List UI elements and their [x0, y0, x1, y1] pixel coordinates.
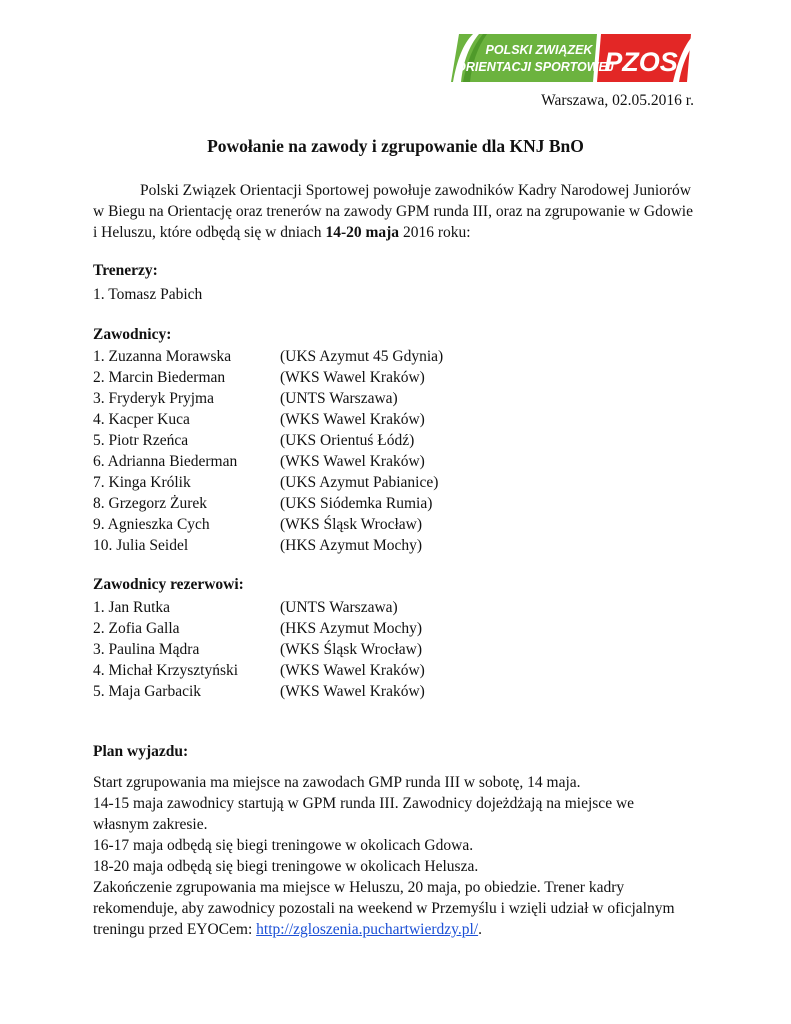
trainer-name: 1. Tomasz Pabich: [93, 286, 203, 303]
athlete-name: 1. Jan Rutka: [93, 599, 171, 616]
athlete-club: (WKS Wawel Kraków): [280, 683, 425, 700]
plan-line: 14-15 maja zawodnicy startują w GPM runda III. Zawodnicy dojeżdżają na miejsce we własnym zakresie.: [93, 795, 635, 833]
athlete-club: (HKS Azymut Mochy): [280, 620, 423, 637]
athlete-name: 4. Kacper Kuca: [93, 411, 190, 428]
athlete-name: 6. Adrianna Biederman: [93, 453, 238, 470]
athlete-row: [93, 472, 693, 493]
athlete-club: (UKS Siódemka Rumia): [280, 495, 433, 512]
athlete-name: 2. Zofia Galla: [93, 620, 180, 637]
plan-text: [93, 772, 693, 940]
reserve-row: [93, 597, 693, 618]
athletes-heading: Zawodnicy:: [93, 326, 172, 343]
athlete-row: [93, 514, 693, 535]
athlete-row: [93, 409, 693, 430]
athlete-club: (WKS Wawel Kraków): [280, 662, 425, 679]
athlete-row: [93, 535, 693, 556]
logo-line1: POLSKI ZWIĄZEK: [485, 43, 593, 57]
reserves-heading: Zawodnicy rezerwowi:: [93, 576, 244, 593]
athlete-row: [93, 451, 693, 472]
logo-line2: ORIENTACJI SPORTOWEJ: [456, 60, 614, 74]
intro-text-end: 2016 roku:: [399, 224, 471, 241]
athlete-name: 3. Paulina Mądra: [93, 641, 200, 658]
athlete-club: (UKS Azymut 45 Gdynia): [280, 348, 444, 365]
reserve-row: [93, 660, 693, 681]
trainer-item: [93, 284, 693, 305]
athlete-name: 5. Piotr Rzeńca: [93, 432, 189, 449]
athlete-name: 5. Maja Garbacik: [93, 683, 202, 700]
document-title: Powołanie na zawody i zgrupowanie dla KNJ BnO: [207, 136, 584, 156]
athlete-club: (WKS Śląsk Wrocław): [280, 516, 423, 533]
athlete-name: 3. Fryderyk Pryjma: [93, 390, 214, 407]
intro-paragraph: [93, 180, 693, 243]
trainers-heading: Trenerzy:: [93, 262, 158, 279]
athlete-name: 10. Julia Seidel: [93, 537, 189, 554]
reserve-row: [93, 639, 693, 660]
athlete-name: 8. Grzegorz Żurek: [93, 495, 208, 512]
athlete-name: 9. Agnieszka Cych: [93, 516, 210, 533]
athlete-row: [93, 388, 693, 409]
registration-link[interactable]: http://zgloszenia.puchartwierdzy.pl/: [256, 921, 479, 938]
plan-line: Start zgrupowania ma miejsce na zawodach GMP runda III w sobotę, 14 maja.: [93, 774, 581, 791]
athlete-name: 2. Marcin Biederman: [93, 369, 226, 386]
plan-line-text: Zakończenie zgrupowania ma miejsce w Heluszu, 20 maja, po obiedzie. Trener kadry rekomenduje, aby zawodnicy pozostali na weekend w Przemyślu i wzięli udział w oficjalnym treningu przed EYOCem:: [93, 879, 675, 938]
plan-line-final: [93, 877, 693, 940]
reserve-row: [93, 618, 693, 639]
pzos-logo: [447, 30, 691, 88]
athlete-row: [93, 430, 693, 451]
athlete-club: (HKS Azymut Mochy): [280, 537, 423, 554]
athlete-row: [93, 367, 693, 388]
athlete-club: (UKS Azymut Pabianice): [280, 474, 439, 491]
intro-text: Polski Związek Orientacji Sportowej powołuje zawodników Kadry Narodowej Juniorów w Biegu na Orientację oraz trenerów na zawody GPM runda III, oraz na zgrupowanie w Gdowie i Heluszu, które odbędą się w dniach: [93, 182, 693, 241]
athlete-club: (WKS Wawel Kraków): [280, 453, 425, 470]
document-date: Warszawa, 02.05.2016 r.: [541, 92, 694, 109]
plan-line: 18-20 maja odbędą się biegi treningowe w okolicach Helusza.: [93, 858, 479, 875]
athlete-club: (WKS Śląsk Wrocław): [280, 641, 423, 658]
athlete-row: [93, 346, 693, 367]
reserve-row: [93, 681, 693, 702]
plan-heading: Plan wyjazdu:: [93, 743, 189, 760]
athlete-name: 1. Zuzanna Morawska: [93, 348, 232, 365]
plan-line: 16-17 maja odbędą się biegi treningowe w okolicach Gdowa.: [93, 837, 474, 854]
athlete-club: (WKS Wawel Kraków): [280, 369, 425, 386]
logo-abbr: PZOS: [604, 47, 678, 77]
intro-dates: 14-20 maja: [325, 224, 400, 241]
athlete-name: 7. Kinga Królik: [93, 474, 191, 491]
athlete-name: 4. Michał Krzysztyński: [93, 662, 239, 679]
athlete-club: (UNTS Warszawa): [280, 390, 398, 407]
athlete-club: (UNTS Warszawa): [280, 599, 398, 616]
athlete-club: (UKS Orientuś Łódź): [280, 432, 415, 449]
athlete-club: (WKS Wawel Kraków): [280, 411, 425, 428]
athlete-row: [93, 493, 693, 514]
plan-line-end: .: [478, 921, 482, 938]
